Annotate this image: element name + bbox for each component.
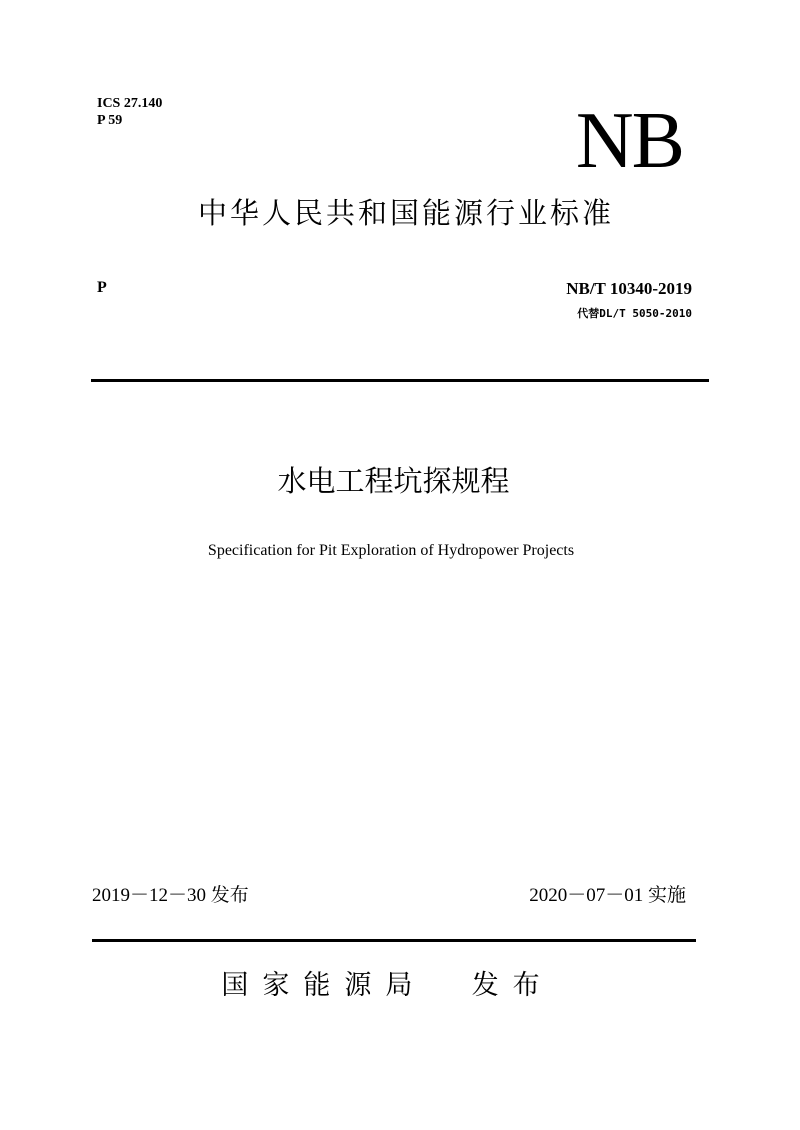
standard-number: NB/T 10340-2019 <box>566 279 692 298</box>
top-divider <box>91 379 709 382</box>
replaces-standard: 代替DL/T 5050-2010 <box>577 307 692 320</box>
nb-logo: NB <box>575 97 683 185</box>
issue-date: 2019－12－30 发布 <box>92 885 249 906</box>
publisher: 国家能源局 发布 <box>221 970 554 1001</box>
org-title: 中华人民共和国能源行业标准 <box>197 196 614 230</box>
document-title-english: Specification for Pit Exploration of Hydropower Projects <box>207 542 575 559</box>
ics-code: ICS 27.140 <box>97 96 163 111</box>
ccs-code: P 59 <box>97 113 123 128</box>
document-title-chinese: 水电工程坑探规程 <box>277 464 510 498</box>
implementation-date: 2020－07－01 实施 <box>529 885 686 906</box>
bottom-divider <box>92 939 696 942</box>
category-code: P <box>97 279 107 296</box>
